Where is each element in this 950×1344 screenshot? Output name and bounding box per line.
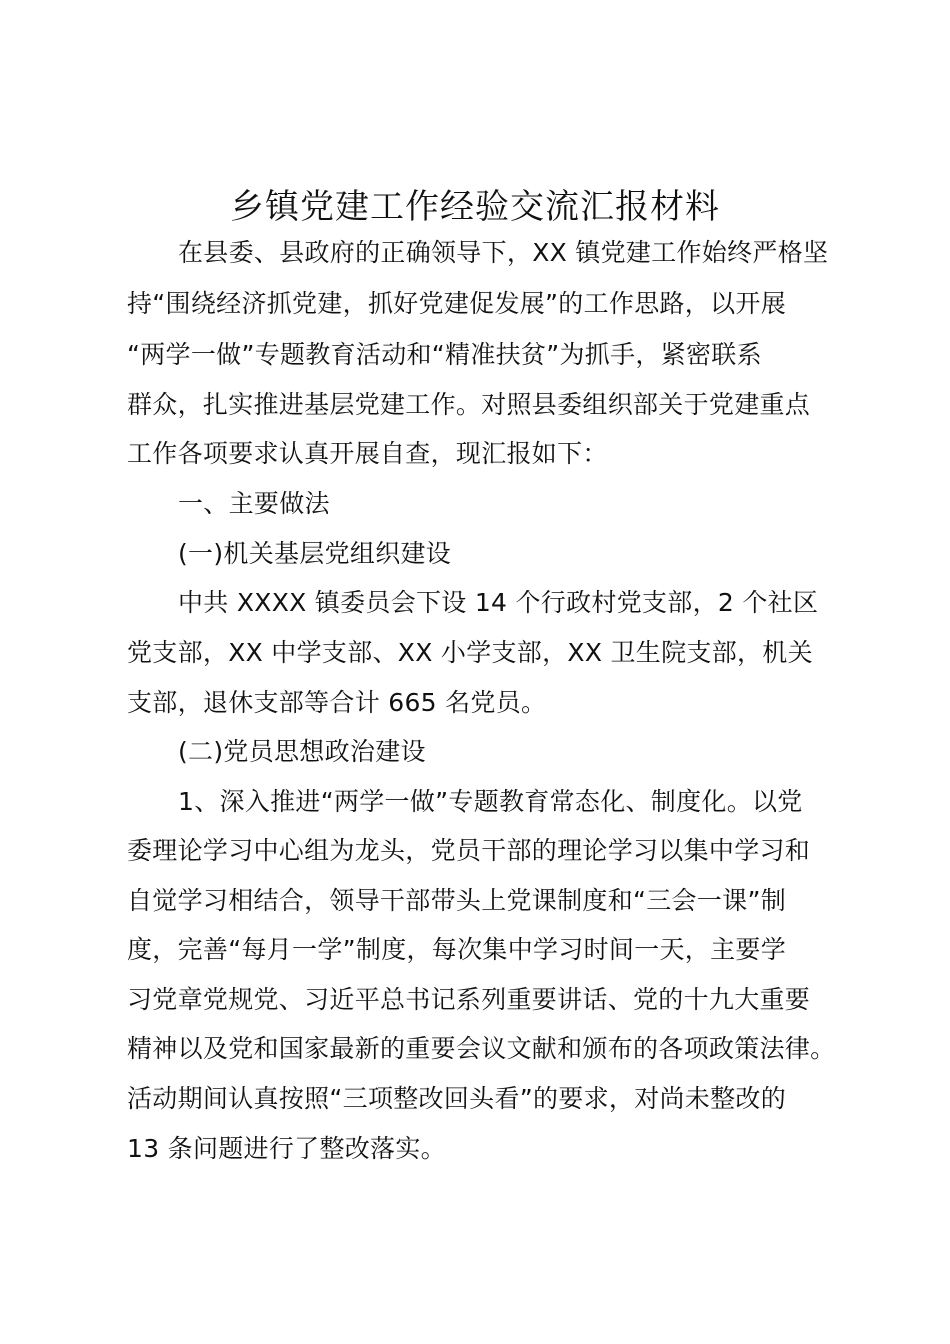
paragraph-line: 群众，扎实推进基层党建工作。对照县委组织部关于党建重点 (127, 390, 811, 419)
paragraph-line: 活动期间认真按照“三项整改回头看”的要求，对尚未整改的 (127, 1084, 787, 1113)
subsection-heading: (二)党员思想政治建设 (178, 737, 426, 766)
paragraph-line: 委理论学习中心组为龙头，党员干部的理论学习以集中学习和 (127, 836, 811, 865)
document-title: 乡镇党建工作经验交流汇报材料 (230, 187, 720, 227)
paragraph-line: 中共 XXXX 镇委员会下设 14 个行政村党支部，2 个社区 (178, 588, 819, 617)
paragraph-line: 13 条问题进行了整改落实。 (127, 1134, 446, 1163)
paragraph-line: 在县委、县政府的正确领导下，XX 镇党建工作始终严格坚 (178, 238, 829, 267)
paragraph-line: 习党章党规党、习近平总书记系列重要讲话、党的十九大重要 (127, 985, 811, 1014)
paragraph-line: 支部，退休支部等合计 665 名党员。 (127, 688, 547, 717)
paragraph-line: 1、深入推进“两学一做”专题教育常态化、制度化。以党 (178, 787, 803, 816)
paragraph-line: 度，完善“每月一学”制度，每次集中学习时间一天，主要学 (127, 935, 787, 964)
section-heading: 一、主要做法 (178, 489, 330, 518)
paragraph-line: 自觉学习相结合，领导干部带头上党课制度和“三会一课”制 (127, 886, 787, 915)
paragraph-line: 工作各项要求认真开展自查，现汇报如下： (127, 439, 608, 468)
paragraph-line: 精神以及党和国家最新的重要会议文献和颁布的各项政策法律。 (127, 1034, 836, 1063)
paragraph-line: 持“围绕经济抓党建，抓好党建促发展”的工作思路，以开展 (127, 289, 787, 318)
paragraph-line: 党支部，XX 中学支部、XX 小学支部，XX 卫生院支部，机关 (127, 638, 813, 667)
subsection-heading: (一)机关基层党组织建设 (178, 539, 452, 568)
paragraph-line: “两学一做”专题教育活动和“精准扶贫”为抓手，紧密联系 (127, 340, 762, 369)
